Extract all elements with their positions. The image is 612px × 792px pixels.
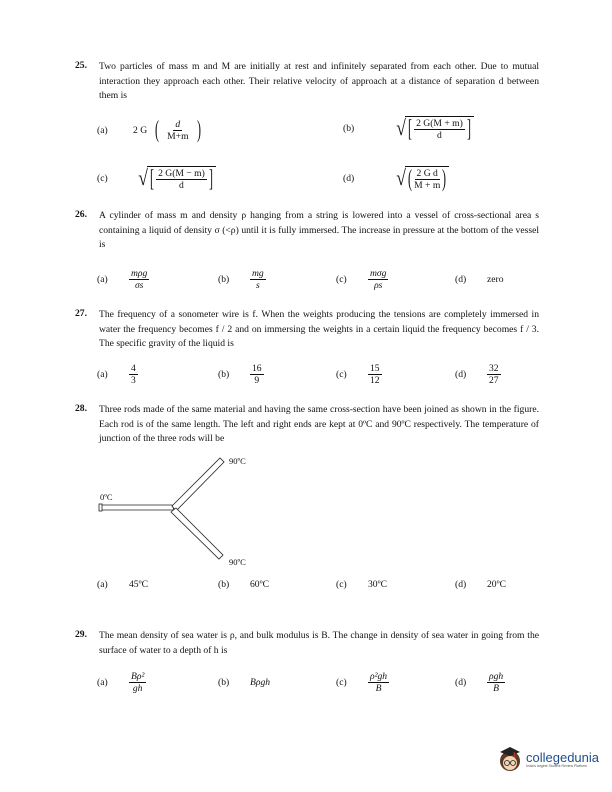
option-a: (a) 2 G ( $\frac{d}{M+m}$ ) (97, 117, 201, 143)
option-label: (c) (336, 677, 347, 688)
option-label: (b) (218, 369, 230, 380)
mascot-icon (497, 744, 523, 774)
option-d (455, 671, 505, 694)
question-number: 29. (75, 629, 87, 640)
top-rod (172, 458, 224, 511)
question-text: The mean density of sea water is ρ, and bulk modulus is B. The change in density of sea water in going from the surface of water to a depth of h is (99, 630, 539, 656)
numerator: 2 G d (416, 167, 438, 179)
logo-text: collegedunia (526, 749, 600, 765)
question-number: 28. (75, 403, 87, 414)
option-label: (b) (343, 123, 355, 134)
bottom-temp-label: 90ºC (229, 557, 246, 567)
option-c (336, 579, 387, 590)
option-label: (a) (97, 369, 108, 380)
option-label: (a) (97, 124, 108, 136)
option-prefix: 2 G (133, 124, 148, 136)
top-temp-label: 90ºC (229, 456, 246, 466)
option-label: (d) (343, 173, 355, 184)
denominator: 12 (370, 375, 380, 386)
numerator: d (175, 118, 181, 130)
square-root: √ [ $\frac{2 G(M + m)}{d}$ ] (395, 116, 474, 141)
fraction (129, 671, 146, 694)
option-label: (d) (455, 677, 467, 688)
logo-tagline: India's largest Student Review Platform (526, 763, 587, 768)
option-value: 20ºC (487, 579, 506, 590)
denominator: s (256, 280, 260, 291)
option-b (218, 579, 269, 590)
denominator: σs (134, 280, 144, 291)
option-value: 30ºC (368, 579, 387, 590)
collegedunia-logo (497, 744, 599, 774)
option-label: (b) (218, 579, 230, 590)
denominator: 27 (489, 375, 499, 386)
option-label: (c) (336, 369, 347, 380)
option-label: (d) (455, 274, 467, 285)
option-label: (c) (97, 173, 108, 184)
option-label: (a) (97, 274, 108, 285)
option-label: (c) (336, 579, 347, 590)
question-text: A cylinder of mass m and density ρ hanging from a string is lowered into a vessel of cross-sectional area s containing a liquid of density σ (<ρ) until it is fully immersed. The increase in pressure at the bottom of the vessel is (99, 210, 539, 251)
question-text: Three rods made of the same material and having the same cross-section have been joined as shown in the figure. Each rod is of the same length. The left and right ends are kept at 0ºC and 90ºC respectively. The temperature of junction of the three rods will be (99, 404, 539, 445)
denominator: B (375, 683, 382, 694)
numerator: ρgh (489, 671, 504, 682)
option-label: (b) (218, 677, 230, 688)
numerator: 4 (131, 363, 136, 374)
question-number: 26. (75, 209, 87, 220)
option-c (336, 671, 389, 694)
option-value: Bρgh (250, 677, 271, 688)
denominator: d (179, 179, 184, 191)
numerator: 2 G(M − m) (158, 167, 205, 179)
option-a (97, 671, 146, 694)
denominator: 3 (131, 375, 136, 386)
option-a (97, 579, 148, 590)
question-text: Two particles of mass m and M are initially at rest and infinitely separated from each other. Due to mutual interaction they approach each other. Their relative velocity of approach at a distance of separation d between them is (99, 61, 539, 102)
question-text: The frequency of a sonometer wire is f. When the weights producing the tensions are completely immersed in water the frequency becomes f / 2 and on immersing the weights in a certain liquid the frequency becomes f / 3. The specific gravity of the liquid is (99, 309, 539, 350)
left-rod (100, 505, 174, 510)
option-label: (c) (336, 274, 347, 285)
bottom-rod (171, 508, 223, 559)
denominator: M+m (167, 130, 189, 142)
numerator: mg (252, 268, 264, 279)
option-value: zero (487, 274, 504, 285)
option-d (455, 579, 506, 590)
numerator: 15 (370, 363, 380, 374)
option-label: (a) (97, 579, 108, 590)
numerator: mσg (370, 268, 387, 279)
option-value: 60ºC (250, 579, 269, 590)
fraction (368, 671, 389, 694)
denominator: gh (132, 683, 143, 694)
square-root: √ [ $\frac{2 G(M - m)}{d}$ ] (137, 166, 216, 191)
denominator: M + m (414, 179, 441, 191)
denominator: ρs (374, 280, 383, 291)
question-number: 27. (75, 308, 87, 319)
option-label: (a) (97, 677, 108, 688)
option-label: (d) (455, 579, 467, 590)
option-value: 45ºC (129, 579, 148, 590)
option-label: (d) (455, 369, 467, 380)
denominator: d (437, 129, 442, 141)
square-root: √ ( $\frac{\text{2 G d}}{M + m}$ ) (395, 166, 449, 191)
option-label: (b) (218, 274, 230, 285)
fraction (487, 671, 505, 694)
numerator: ρ²gh (370, 671, 388, 682)
numerator: 2 G(M + m) (416, 117, 463, 129)
numerator: mρg (131, 268, 148, 279)
numerator: 32 (489, 363, 499, 374)
option-b (218, 677, 270, 688)
denominator: B (493, 683, 500, 694)
denominator: 9 (254, 375, 260, 386)
left-temp-label: 0ºC (100, 492, 113, 502)
numerator: 16 (252, 363, 262, 374)
numerator: Bρ² (131, 671, 145, 682)
question-number: 25. (75, 60, 87, 71)
